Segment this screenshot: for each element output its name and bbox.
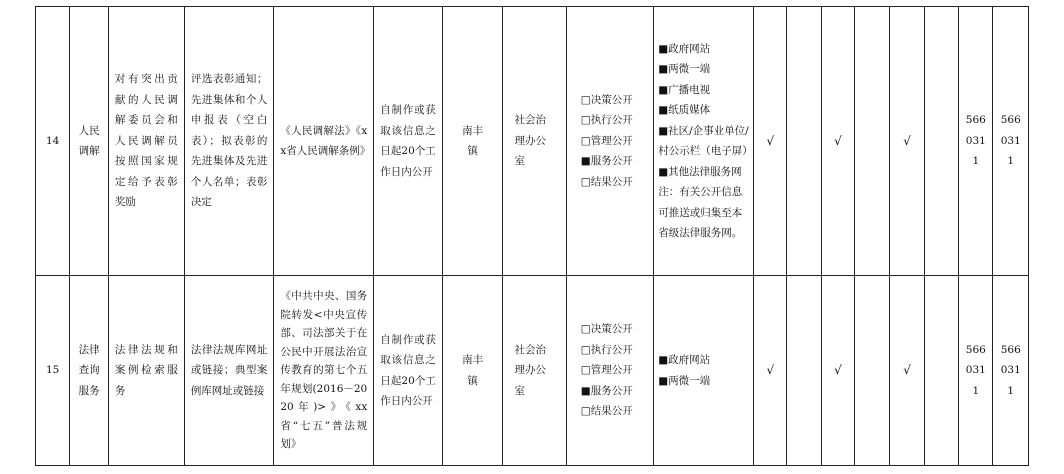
scope-option: □执行公开 [580,343,633,356]
disclosure-channels [654,276,754,466]
department-text: 社会治理办公室 [514,343,547,397]
table-row [36,7,1029,276]
empty-cell [924,7,958,276]
code-b-part: 566 [1000,114,1021,127]
code-b-part: 1 [1007,384,1015,397]
item-name-text: 法律查询服务 [78,343,100,397]
empty-cell [855,276,890,466]
item-content: 法律法规和案例检索服务 [108,276,184,466]
scope-option: □管理公开 [580,134,633,147]
empty-cell [787,276,821,466]
time-limit: 自制作或获取该信息之日起20个工作日内公开 [374,276,443,466]
subject [442,276,502,466]
disclosure-scope [566,7,653,276]
check-mark: √ [754,276,787,466]
code-b-part: 031 [1000,364,1021,377]
table-row [36,276,1029,466]
scope-option: ■服务公开 [580,384,633,397]
code-b-part: 1 [1007,155,1015,168]
empty-cell [787,7,821,276]
check-mark: √ [821,7,854,276]
code-b [993,276,1029,466]
scope-option: □决策公开 [580,323,633,336]
code-b [993,7,1029,276]
subject-text: 南丰镇 [462,124,484,157]
subject [442,7,502,276]
check-mark: √ [754,7,787,276]
scope-option: □管理公开 [580,364,633,377]
code-a [959,7,993,276]
empty-cell [924,276,958,466]
code-a-part: 031 [965,134,986,147]
row-number: 14 [36,7,70,276]
time-limit: 自制作或获取该信息之日起20个工作日内公开 [374,7,443,276]
check-mark: √ [821,276,854,466]
channel-item: ■广播电视 [658,83,711,96]
scope-option: □结果公开 [580,175,633,188]
code-b-part: 031 [1000,134,1021,147]
scope-option: □结果公开 [580,405,633,418]
empty-cell [855,7,890,276]
code-a-part: 1 [972,155,980,168]
code-b-part: 566 [1000,343,1021,356]
item-content: 对有突出贡献的人民调解委员会和人民调解员按照国家规定给予表彰奖励 [108,7,184,276]
code-a-part: 031 [965,364,986,377]
channel-item: ■纸质媒体 [658,104,711,116]
item-name-text: 人民调解 [78,124,100,157]
item-basis: 《中共中央、国务院转发<中央宣传部、司法部关于在公民中开展法治宣传教育的第七个五年规划(2016－2020年)>》《xx省“七五”普法规划》 [274,276,374,466]
channel-item: ■政府网站 [658,354,711,366]
scope-option: □执行公开 [580,114,633,127]
channel-item: ■其他法律服务网 [658,165,742,178]
code-a-part: 1 [972,384,980,397]
channel-item: ■两微一端 [658,63,711,75]
channel-item: ■社区/企事业单位/村公示栏（电子屏） [658,124,753,157]
scope-option: □决策公开 [580,93,633,106]
code-a-part: 566 [965,343,986,356]
item-basis: 《人民调解法》《xx省人民调解条例》 [274,7,374,276]
item-requirement: 评选表彰通知；先进集体和个人申报表（空白表）；拟表彰的先进集体及先进个人名单；表彰决定 [184,7,274,276]
department [503,7,566,276]
check-mark: √ [890,7,924,276]
channel-item: ■两微一端 [658,374,711,387]
row-number: 15 [36,276,70,466]
code-a-part: 566 [965,114,986,127]
subject-text: 南丰镇 [462,354,484,387]
scope-option: ■服务公开 [580,155,633,168]
department-text: 社会治理办公室 [514,114,547,168]
item-name [70,7,109,276]
item-name [70,276,109,466]
item-requirement: 法律法规库网址或链接；典型案例库网址或链接 [184,276,274,466]
check-mark: √ [890,276,924,466]
channel-note: 注：有关公开信息可推送或归集至本省级法律服务网。 [658,186,743,239]
disclosure-table [35,6,1029,466]
code-a [959,276,993,466]
department [503,276,566,466]
disclosure-channels [654,7,754,276]
disclosure-scope [566,276,653,466]
channel-item: ■政府网站 [658,42,711,55]
